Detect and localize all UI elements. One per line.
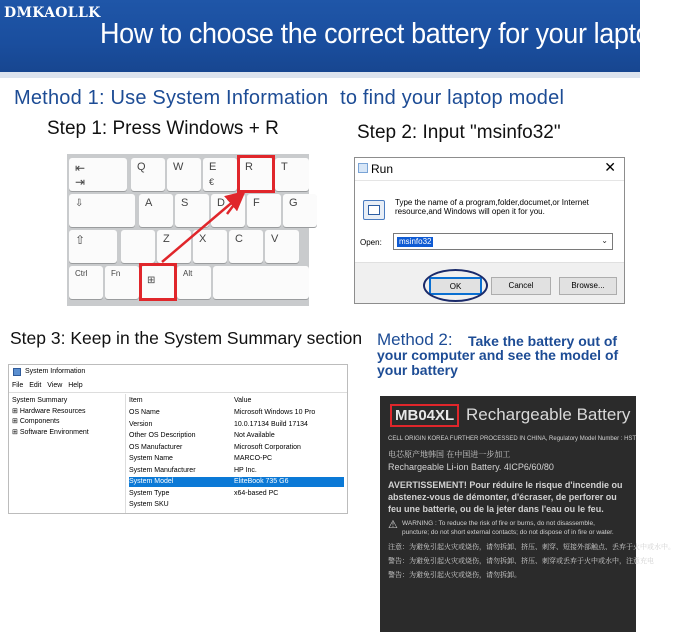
browse-button[interactable]: Browse...: [559, 277, 617, 295]
open-input-value: msinfo32: [399, 237, 432, 246]
expand-icon[interactable]: ⊞: [12, 407, 20, 415]
key-e-label: E: [209, 161, 217, 173]
open-label: Open:: [360, 238, 382, 247]
shift-arrow-icon: ⇧: [75, 233, 86, 247]
system-info-icon: [13, 368, 21, 376]
caps-lock-icon: ⇩: [75, 198, 84, 209]
row-item: System Name: [129, 455, 173, 462]
row-item: Other OS Description: [129, 432, 196, 439]
row-value: Microsoft Windows 10 Pro: [234, 409, 316, 416]
windows-logo-icon: ⊞: [147, 275, 156, 286]
method2-line1: Take the battery out of: [468, 333, 618, 349]
key-v: V: [265, 230, 299, 263]
method2-title: Method 2:: [377, 330, 453, 349]
method2-line3: your battery: [377, 362, 458, 378]
method1-title: [14, 87, 564, 110]
table-row-selected[interactable]: [129, 477, 344, 487]
euro-symbol: €: [209, 177, 215, 187]
battery-label-photo: [380, 396, 675, 632]
key-t: T: [275, 158, 309, 191]
table-row[interactable]: [129, 489, 344, 499]
key-c: C: [229, 230, 263, 263]
key-s: S: [175, 194, 209, 227]
tab-arrows-icon: ⇤ ⇥: [75, 161, 86, 189]
tree-item-software-environment[interactable]: [12, 428, 122, 439]
battery-warning-en-1: WARNING : To reduce the risk of fire or burns, do not disassemble,: [402, 520, 595, 527]
row-item: System Manufacturer: [129, 466, 196, 474]
tree-item-label: Hardware Resources: [19, 407, 86, 415]
header-value: Value: [234, 397, 252, 404]
cancel-button[interactable]: Cancel: [491, 277, 551, 295]
key-d: D: [211, 194, 245, 227]
table-header: [129, 396, 344, 406]
row-item: Version: [129, 420, 153, 428]
method2-line2: your computer and see the model of: [377, 347, 619, 363]
battery-warning-fr-1: AVERTISSEMENT! Pour réduire le risque d'incendie ou: [388, 480, 623, 490]
expand-icon[interactable]: ⊞: [12, 428, 20, 436]
row-value: Not Available: [234, 432, 275, 439]
tree-item-system-summary[interactable]: System Summary: [12, 397, 68, 404]
tree-item-hardware-resources[interactable]: [12, 407, 122, 418]
battery-title: Rechargeable Battery: [466, 405, 631, 424]
key-x: X: [193, 230, 227, 263]
step2-label: Step 2: Input "msinfo32": [357, 122, 561, 143]
close-icon[interactable]: ✕: [604, 159, 616, 175]
row-value: EliteBook 735 G6: [234, 478, 289, 485]
keyboard-image: [67, 154, 309, 306]
method1-title-b: to find your laptop model: [340, 87, 565, 109]
battery-warning-cn-1: 注意：为避免引起火灾或烧伤，请勿拆卸、挤压、刺穿、短接外部触点、丢弃于火中或水中。: [388, 544, 675, 551]
row-value: 10.0.17134 Build 17134: [234, 420, 308, 428]
row-item: OS Manufacturer: [129, 443, 183, 451]
step3-label: Step 3: Keep in the System Summary section: [10, 328, 363, 348]
banner-stripe: [0, 72, 640, 78]
row-value: x64-based PC: [234, 489, 279, 497]
key-a: A: [139, 194, 173, 227]
chevron-down-icon[interactable]: ⌄: [601, 236, 608, 245]
battery-warning-cn-2: 警告：为避免引起火灾或烧伤，请勿拆卸、挤压、刺穿或丢弃于火中或水中，注意充电: [388, 558, 654, 565]
row-value: HP Inc.: [234, 466, 257, 474]
arrow-to-r-key: [162, 194, 242, 262]
key-z: Z: [157, 230, 191, 263]
table-row[interactable]: [129, 454, 344, 464]
ok-button-ellipse: [423, 269, 488, 302]
table-row[interactable]: [129, 408, 344, 418]
menu-divider: [9, 392, 347, 393]
run-program-icon: [363, 200, 385, 220]
row-value: Microsoft Corporation: [234, 443, 301, 451]
key-q: Q: [131, 158, 165, 191]
navigation-tree: [12, 396, 122, 438]
summary-table: [125, 394, 345, 513]
key-f: F: [247, 194, 281, 227]
key-w: W: [167, 158, 201, 191]
header-banner: [0, 0, 680, 72]
table-row[interactable]: [129, 500, 344, 510]
tree-item-label: Components: [19, 418, 60, 425]
open-input[interactable]: [393, 233, 613, 250]
system-information-window: [8, 364, 348, 514]
run-app-icon: [358, 163, 368, 173]
battery-warning-fr-2: abstenez-vous de démonter, d'écraser, de perforer ou: [388, 492, 617, 502]
menu-bar[interactable]: File Edit View Help: [12, 382, 83, 389]
expand-icon[interactable]: ⊞: [12, 418, 20, 425]
battery-model: MB04XL: [390, 404, 459, 427]
key-ctrl: Ctrl: [69, 266, 103, 299]
key-g: G: [283, 194, 317, 227]
page-title: How to choose the correct battery for your laptop?: [100, 18, 680, 50]
battery-origin: CELL ORIGIN KOREA FURTHER PROCESSED IN CHINA, Regulatory Model Number : HST: [388, 436, 637, 442]
system-info-title: System Information: [25, 368, 86, 375]
row-value: MARCO-PC: [234, 455, 273, 462]
run-dialog: [354, 157, 625, 304]
table-row[interactable]: [129, 420, 344, 430]
tree-item-label: Software Environment: [19, 428, 89, 436]
tree-item-components[interactable]: [12, 417, 122, 428]
table-row[interactable]: [129, 431, 344, 441]
brand-logo: DMKAOLLK: [4, 5, 101, 21]
battery-spec: Rechargeable Li-ion Battery. 4ICP6/60/80: [388, 462, 554, 472]
row-item: System Model: [129, 478, 174, 485]
battery-origin-cn: 电芯原产地韩国 在中国进一步加工: [388, 450, 511, 459]
row-item: System Type: [129, 489, 170, 497]
table-row[interactable]: [129, 466, 344, 476]
battery-warning-fr-3: feu une batterie, ou de la jeter dans l'eau ou le feu.: [388, 504, 604, 514]
row-item: System SKU: [129, 501, 169, 508]
red-arrows: [67, 154, 309, 306]
header-item: Item: [129, 397, 143, 404]
run-description: Type the name of a program,folder,documet,or Internet resource,and Windows will open it for you.: [395, 198, 589, 216]
key-fn: Fn: [105, 266, 139, 299]
battery-warning-cn-3: 警告：为避免引起火灾或烧伤，请勿拆卸。: [388, 572, 521, 579]
step1-label: Step 1: Press Windows + R: [47, 118, 279, 139]
table-row[interactable]: [129, 443, 344, 453]
run-dialog-title: Run: [371, 162, 394, 176]
warning-triangle-icon: ⚠: [388, 519, 398, 531]
ok-button[interactable]: OK: [429, 277, 482, 295]
key-r: R: [239, 158, 273, 191]
row-item: OS Name: [129, 409, 160, 416]
title-divider: [355, 180, 624, 181]
key-alt: Alt: [177, 266, 211, 299]
battery-warning-en-2: puncture; do not short external contacts; do not dispose of in fire or water.: [402, 529, 614, 536]
method1-title-a: Method 1: Use System Information: [14, 87, 329, 109]
